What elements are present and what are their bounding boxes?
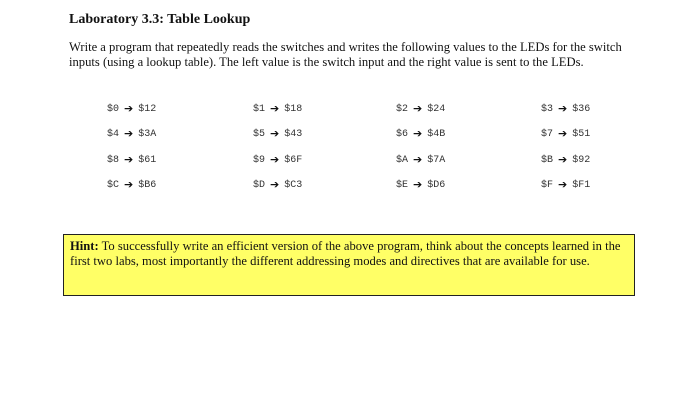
right-arrow-icon: ➔ bbox=[558, 152, 568, 166]
lookup-table bbox=[107, 104, 647, 205]
led-output-value: $36 bbox=[572, 104, 591, 115]
lookup-entry bbox=[107, 129, 253, 154]
lookup-entry bbox=[541, 129, 641, 154]
lookup-entry bbox=[107, 152, 253, 180]
right-arrow-icon: ➔ bbox=[124, 102, 134, 115]
led-output-value: $6F bbox=[284, 154, 303, 166]
right-arrow-icon: ➔ bbox=[124, 152, 134, 166]
led-output-value: $51 bbox=[572, 129, 591, 141]
right-arrow-icon: ➔ bbox=[270, 102, 280, 115]
switch-input-value: $B bbox=[541, 154, 554, 166]
led-output-value: $4B bbox=[427, 129, 446, 141]
switch-input-value: $1 bbox=[253, 104, 266, 115]
switch-input-value: $F bbox=[541, 179, 554, 191]
led-output-value: $B6 bbox=[138, 179, 157, 191]
lookup-entry bbox=[253, 104, 396, 129]
lookup-entry bbox=[396, 104, 541, 129]
led-output-value: $7A bbox=[427, 154, 446, 166]
lookup-entry bbox=[253, 177, 396, 205]
switch-input-value: $3 bbox=[541, 104, 554, 115]
led-output-value: $61 bbox=[138, 154, 157, 166]
led-output-value: $C3 bbox=[284, 179, 303, 191]
hint-text: To successfully write an efficient version of the above program, think about the concepts learned in the first two labs, most importantly the different addressing modes and directives that are available for use. bbox=[70, 239, 621, 268]
led-output-value: $43 bbox=[284, 129, 303, 141]
hint-label: Hint: bbox=[70, 239, 99, 253]
lookup-entry bbox=[541, 104, 641, 129]
switch-input-value: $A bbox=[396, 154, 409, 166]
switch-input-value: $8 bbox=[107, 154, 120, 166]
right-arrow-icon: ➔ bbox=[270, 177, 280, 191]
led-output-value: $92 bbox=[572, 154, 591, 166]
right-arrow-icon: ➔ bbox=[124, 177, 134, 191]
led-output-value: $F1 bbox=[572, 179, 591, 191]
lookup-entry bbox=[396, 177, 541, 205]
hint-box bbox=[63, 234, 635, 296]
right-arrow-icon: ➔ bbox=[413, 127, 423, 141]
switch-input-value: $D bbox=[253, 179, 266, 191]
lab-instructions: Write a program that repeatedly reads the switches and writes the following values to the LEDs for the switch inputs (using a lookup table). The left value is the switch input and the right value is sent to the LEDs. bbox=[69, 40, 622, 69]
right-arrow-icon: ➔ bbox=[413, 152, 423, 166]
switch-input-value: $E bbox=[396, 179, 409, 191]
lookup-entry bbox=[541, 152, 641, 180]
lookup-entry bbox=[396, 129, 541, 154]
switch-input-value: $6 bbox=[396, 129, 409, 141]
led-output-value: $12 bbox=[138, 104, 157, 115]
lookup-entry bbox=[541, 177, 641, 205]
lookup-entry bbox=[253, 129, 396, 154]
led-output-value: $D6 bbox=[427, 179, 446, 191]
led-output-value: $18 bbox=[284, 104, 303, 115]
switch-input-value: $C bbox=[107, 179, 120, 191]
right-arrow-icon: ➔ bbox=[413, 177, 423, 191]
lookup-entry bbox=[253, 152, 396, 180]
lookup-entry bbox=[107, 177, 253, 205]
right-arrow-icon: ➔ bbox=[270, 127, 280, 141]
right-arrow-icon: ➔ bbox=[413, 102, 423, 115]
switch-input-value: $2 bbox=[396, 104, 409, 115]
switch-input-value: $7 bbox=[541, 129, 554, 141]
lab-title: Laboratory 3.3: Table Lookup bbox=[69, 12, 251, 27]
switch-input-value: $5 bbox=[253, 129, 266, 141]
switch-input-value: $4 bbox=[107, 129, 120, 141]
right-arrow-icon: ➔ bbox=[558, 102, 568, 115]
switch-input-value: $9 bbox=[253, 154, 266, 166]
switch-input-value: $0 bbox=[107, 104, 120, 115]
right-arrow-icon: ➔ bbox=[558, 127, 568, 141]
right-arrow-icon: ➔ bbox=[270, 152, 280, 166]
led-output-value: $24 bbox=[427, 104, 446, 115]
right-arrow-icon: ➔ bbox=[124, 127, 134, 141]
right-arrow-icon: ➔ bbox=[558, 177, 568, 191]
lookup-entry bbox=[107, 104, 253, 129]
lookup-entry bbox=[396, 152, 541, 180]
led-output-value: $3A bbox=[138, 129, 157, 141]
